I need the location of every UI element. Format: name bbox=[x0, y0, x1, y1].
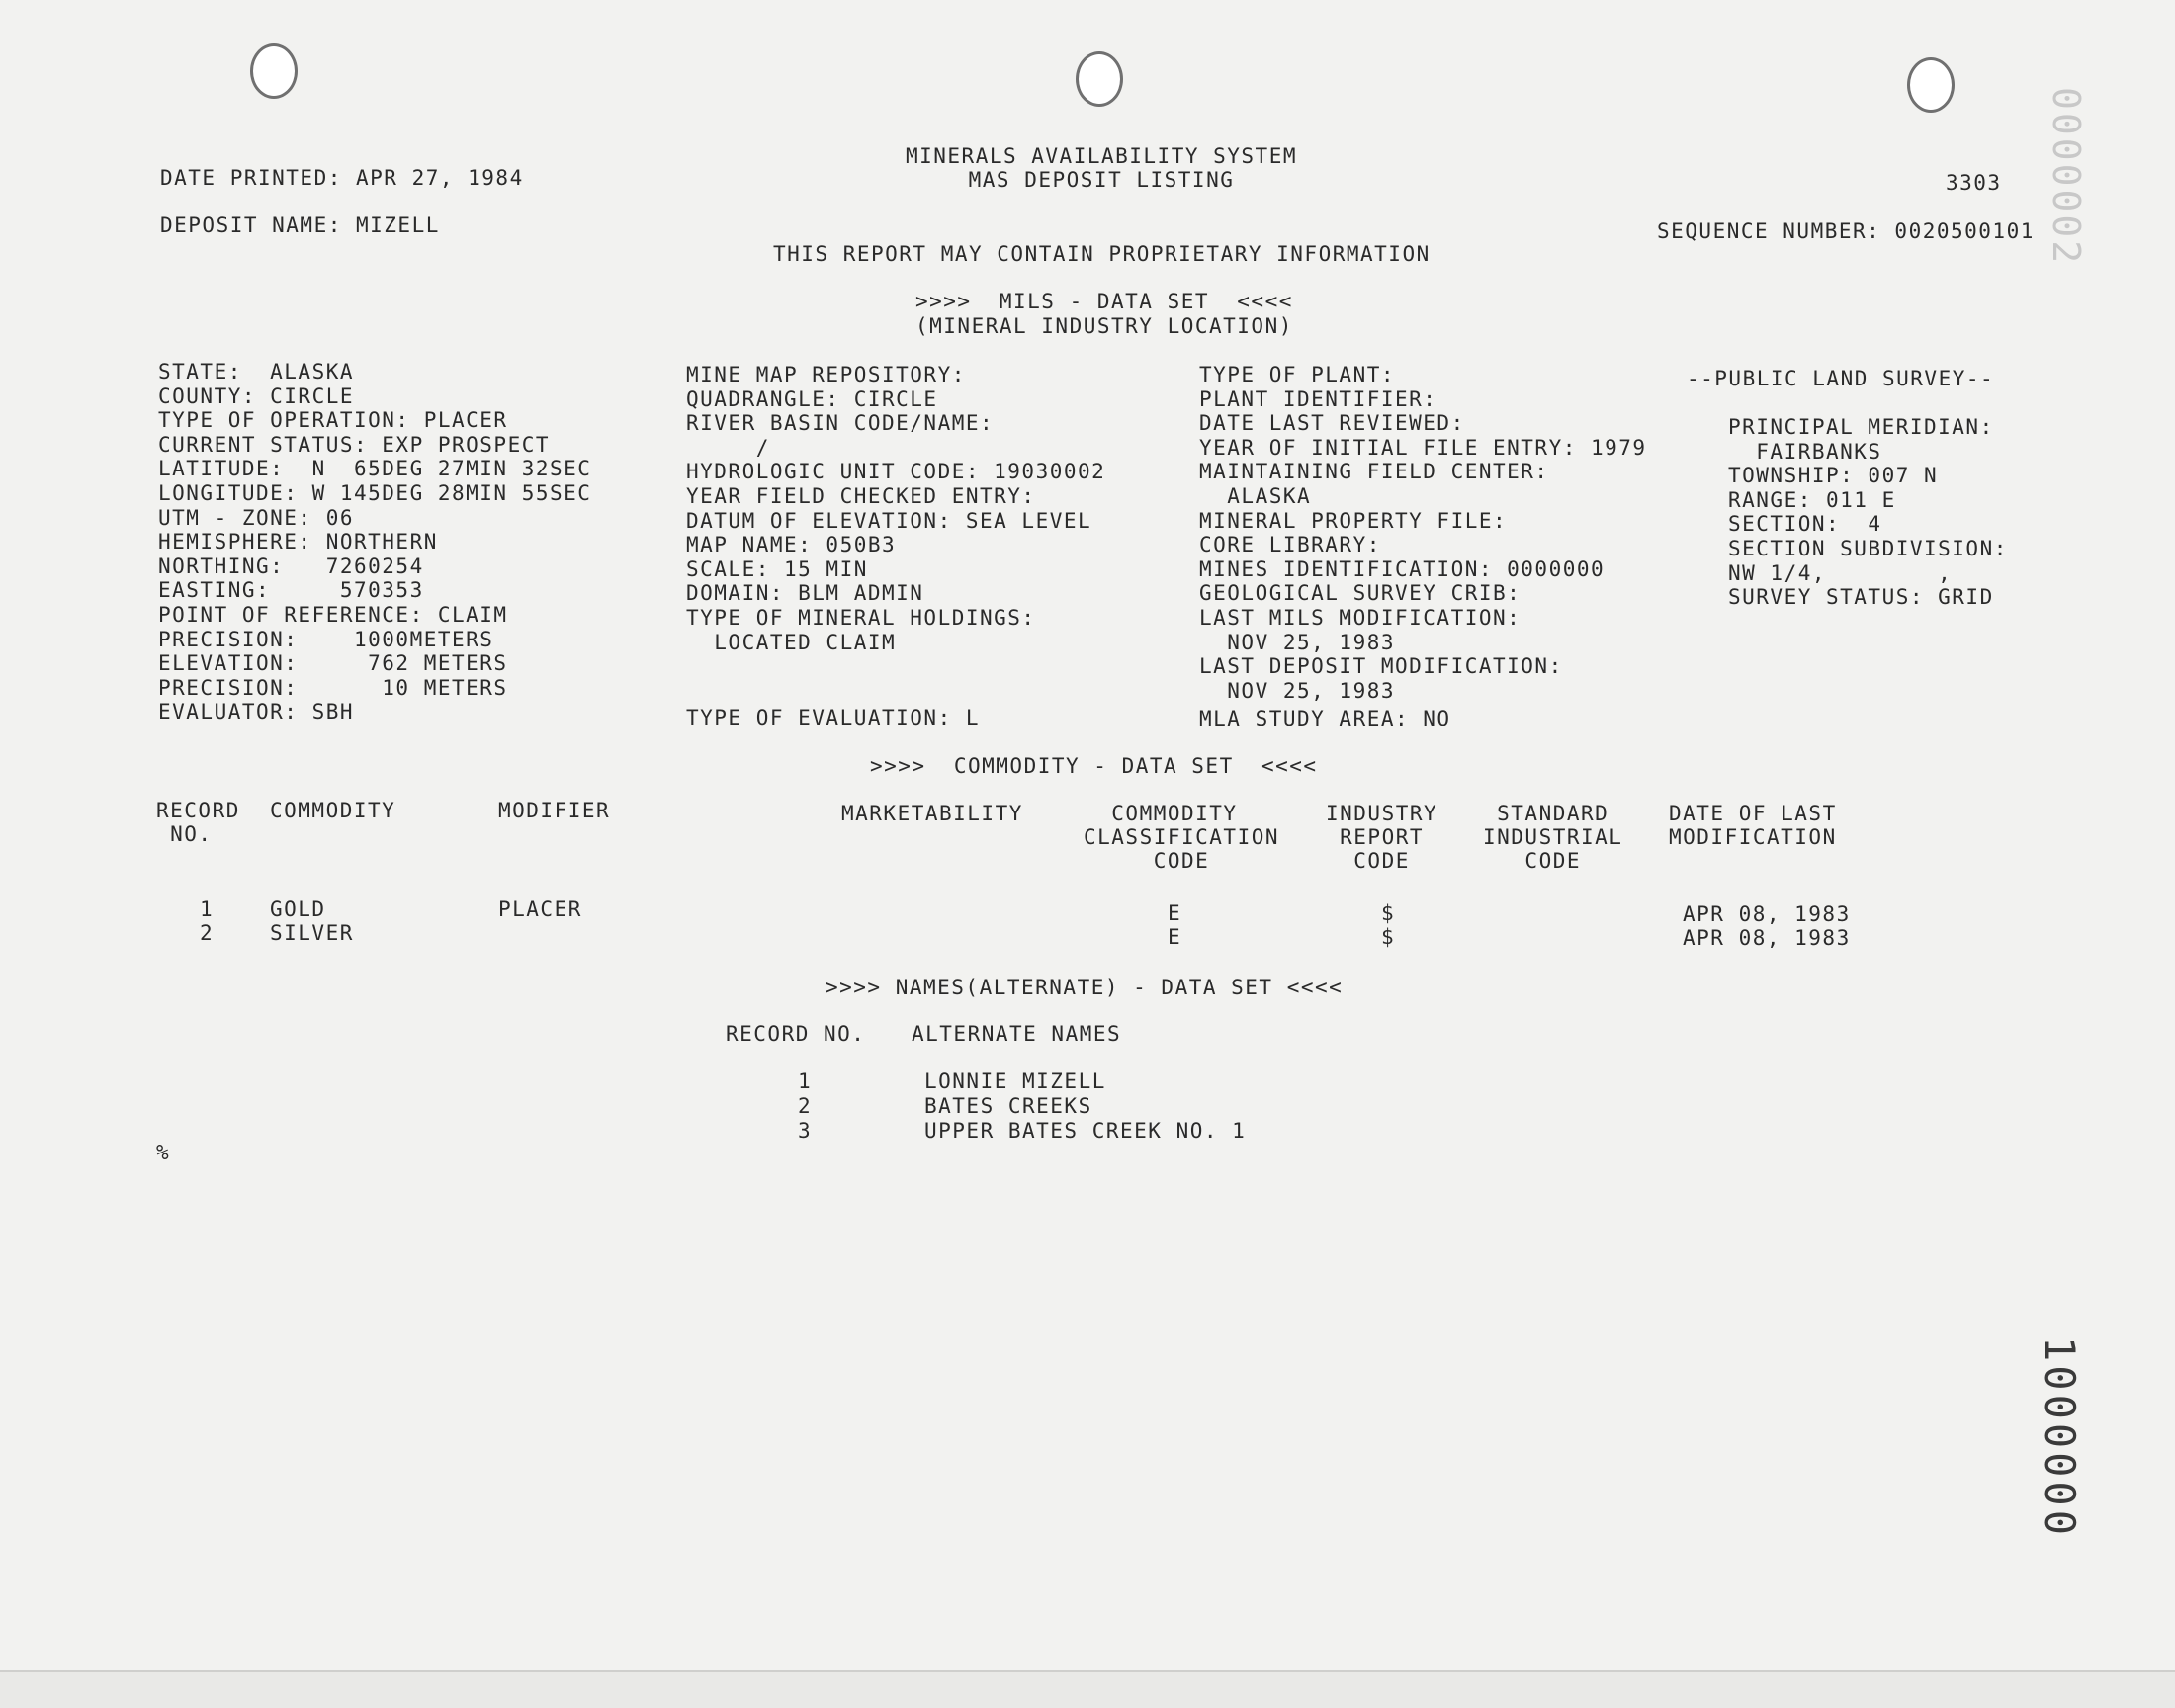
col-industry-report-code: INDUSTRY REPORT CODE bbox=[1326, 802, 1438, 873]
stamp-top-right: 0000002 bbox=[2044, 87, 2088, 267]
punch-hole-center bbox=[1076, 51, 1123, 107]
col-standard-industrial-code: STANDARD INDUSTRIAL CODE bbox=[1483, 802, 1623, 873]
mils-column-location bbox=[158, 360, 591, 725]
mils-heading: >>>> MILS - DATA SET <<<< bbox=[915, 290, 1293, 313]
field-mineral-holdings: TYPE OF MINERAL HOLDINGS: bbox=[686, 605, 1036, 630]
field-quadrangle: QUADRANGLE: CIRCLE bbox=[686, 386, 938, 411]
field-mineral-holdings-value: LOCATED CLAIM bbox=[686, 630, 897, 654]
punch-hole-right bbox=[1907, 57, 1955, 113]
field-core-library: CORE LIBRARY: bbox=[1199, 533, 1381, 557]
field-datum-of-elevation: DATUM OF ELEVATION: SEA LEVEL bbox=[686, 508, 1092, 533]
alternate-name: UPPER BATES CREEK NO. 1 bbox=[924, 1119, 1247, 1143]
row-industry-report-code: $ bbox=[1381, 901, 1396, 925]
row-date: APR 08, 1983 bbox=[1683, 902, 1851, 926]
deposit-name: DEPOSIT NAME: MIZELL bbox=[160, 214, 440, 237]
name-record-no: 1 bbox=[798, 1069, 813, 1093]
field-state: STATE: ALASKA bbox=[158, 360, 355, 384]
date-printed: DATE PRINTED: APR 27, 1984 bbox=[160, 166, 524, 190]
field-river-basin-value: / bbox=[686, 435, 770, 460]
field-range: RANGE: 011 E bbox=[1728, 487, 1896, 512]
sequence-number: SEQUENCE NUMBER: 0020500101 bbox=[1657, 219, 2035, 243]
row-classification-code: E bbox=[1168, 925, 1182, 949]
field-precision: PRECISION: 1000METERS bbox=[158, 627, 494, 651]
row-commodity: SILVER bbox=[270, 921, 354, 945]
field-northing: NORTHING: 7260254 bbox=[158, 554, 424, 578]
col-classification-code: COMMODITY CLASSIFICATION CODE bbox=[1084, 802, 1280, 873]
field-latitude: LATITUDE: N 65DEG 27MIN 32SEC bbox=[158, 457, 592, 481]
field-current-status: CURRENT STATUS: EXP PROSPECT bbox=[158, 432, 551, 457]
col-marketability: MARKETABILITY bbox=[841, 802, 1023, 825]
footer-mark: % bbox=[156, 1141, 171, 1164]
field-map-name: MAP NAME: 050B3 bbox=[686, 533, 897, 557]
field-elevation: ELEVATION: 762 METERS bbox=[158, 651, 508, 676]
field-easting: EASTING: 570353 bbox=[158, 578, 424, 603]
field-type-of-evaluation: TYPE OF EVALUATION: L bbox=[686, 706, 981, 729]
field-scale: SCALE: 15 MIN bbox=[686, 556, 868, 581]
field-principal-meridian-value: FAIRBANKS bbox=[1728, 439, 1882, 464]
field-section-subdivision: SECTION SUBDIVISION: bbox=[1728, 536, 2008, 560]
row-modifier: PLACER bbox=[498, 897, 582, 921]
field-domain: DOMAIN: BLM ADMIN bbox=[686, 581, 924, 606]
col-modifier: MODIFIER bbox=[498, 799, 611, 822]
mils-subheading: (MINERAL INDUSTRY LOCATION) bbox=[915, 314, 1293, 338]
names-heading: >>>> NAMES(ALTERNATE) - DATA SET <<<< bbox=[826, 976, 1344, 999]
field-section: SECTION: 4 bbox=[1728, 512, 1882, 537]
field-date-last-reviewed: DATE LAST REVIEWED: bbox=[1199, 411, 1465, 436]
col-alternate-names: ALTERNATE NAMES bbox=[912, 1022, 1122, 1046]
field-principal-meridian: PRINCIPAL MERIDIAN: bbox=[1728, 415, 1994, 439]
field-river-basin: RIVER BASIN CODE/NAME: bbox=[686, 411, 995, 436]
col-record-no: RECORD NO. bbox=[156, 799, 240, 846]
field-utm-zone: UTM - ZONE: 06 bbox=[158, 505, 355, 530]
field-initial-file-entry: YEAR OF INITIAL FILE ENTRY: 1979 bbox=[1199, 435, 1647, 460]
field-longitude: LONGITUDE: W 145DEG 28MIN 55SEC bbox=[158, 480, 592, 505]
stamp-bottom-right: 1000000 bbox=[2036, 1336, 2084, 1540]
field-last-mils-modification-date: NOV 25, 1983 bbox=[1199, 630, 1396, 654]
field-maintaining-center: MAINTAINING FIELD CENTER: bbox=[1199, 460, 1549, 484]
field-maintaining-center-value: ALASKA bbox=[1199, 483, 1312, 508]
field-township: TOWNSHIP: 007 N bbox=[1728, 464, 1939, 488]
field-mines-identification: MINES IDENTIFICATION: 0000000 bbox=[1199, 556, 1606, 581]
alternate-name: BATES CREEKS bbox=[924, 1094, 1092, 1118]
field-point-of-reference: POINT OF REFERENCE: CLAIM bbox=[158, 602, 508, 627]
row-industry-report-code: $ bbox=[1381, 925, 1396, 949]
col-date-of-last-modification: DATE OF LAST MODIFICATION bbox=[1669, 802, 1837, 849]
field-plant-identifier: PLANT IDENTIFIER: bbox=[1199, 386, 1437, 411]
mils-column-hydrology bbox=[686, 363, 1105, 654]
field-geological-survey-crib: GEOLOGICAL SURVEY CRIB: bbox=[1199, 581, 1522, 606]
field-county: COUNTY: CIRCLE bbox=[158, 384, 355, 408]
field-last-deposit-modification-date: NOV 25, 1983 bbox=[1199, 678, 1396, 703]
listing-title: MAS DEPOSIT LISTING bbox=[968, 168, 1235, 192]
field-last-deposit-modification: LAST DEPOSIT MODIFICATION: bbox=[1199, 654, 1563, 679]
field-elevation-precision: PRECISION: 10 METERS bbox=[158, 675, 508, 700]
punch-hole-left bbox=[250, 43, 298, 99]
col-commodity: COMMODITY bbox=[270, 799, 396, 822]
field-hydrologic-unit: HYDROLOGIC UNIT CODE: 19030002 bbox=[686, 460, 1106, 484]
field-type-of-plant: TYPE OF PLANT: bbox=[1199, 363, 1396, 386]
name-record-no: 3 bbox=[798, 1119, 813, 1143]
plss-heading: --PUBLIC LAND SURVEY-- bbox=[1687, 367, 1995, 390]
field-operation-type: TYPE OF OPERATION: PLACER bbox=[158, 408, 508, 433]
field-section-subdivision-value: NW 1/4, , bbox=[1728, 560, 1953, 585]
name-record-no: 2 bbox=[798, 1094, 813, 1118]
field-mla-study-area: MLA STUDY AREA: NO bbox=[1199, 707, 1451, 730]
commodity-heading: >>>> COMMODITY - DATA SET <<<< bbox=[870, 754, 1318, 778]
field-survey-status: SURVEY STATUS: GRID bbox=[1728, 585, 1994, 610]
proprietary-notice: THIS REPORT MAY CONTAIN PROPRIETARY INFORMATION bbox=[773, 242, 1431, 266]
row-date: APR 08, 1983 bbox=[1683, 926, 1851, 950]
system-title: MINERALS AVAILABILITY SYSTEM bbox=[905, 144, 1297, 168]
field-year-field-checked: YEAR FIELD CHECKED ENTRY: bbox=[686, 483, 1036, 508]
mils-column-land-survey bbox=[1728, 415, 2008, 610]
alternate-name: LONNIE MIZELL bbox=[924, 1069, 1106, 1093]
row-classification-code: E bbox=[1168, 901, 1182, 925]
field-mine-map-repository: MINE MAP REPOSITORY: bbox=[686, 363, 966, 386]
col-names-record-no: RECORD NO. bbox=[726, 1022, 866, 1046]
field-evaluator: EVALUATOR: SBH bbox=[158, 700, 355, 725]
row-record-no: 1 bbox=[200, 897, 215, 921]
row-record-no: 2 bbox=[200, 921, 215, 945]
field-hemisphere: HEMISPHERE: NORTHERN bbox=[158, 530, 438, 555]
field-last-mils-modification: LAST MILS MODIFICATION: bbox=[1199, 605, 1522, 630]
row-commodity: GOLD bbox=[270, 897, 326, 921]
mils-column-records bbox=[1199, 363, 1647, 703]
page-number: 3303 bbox=[1946, 171, 2002, 195]
field-mineral-property-file: MINERAL PROPERTY FILE: bbox=[1199, 508, 1508, 533]
